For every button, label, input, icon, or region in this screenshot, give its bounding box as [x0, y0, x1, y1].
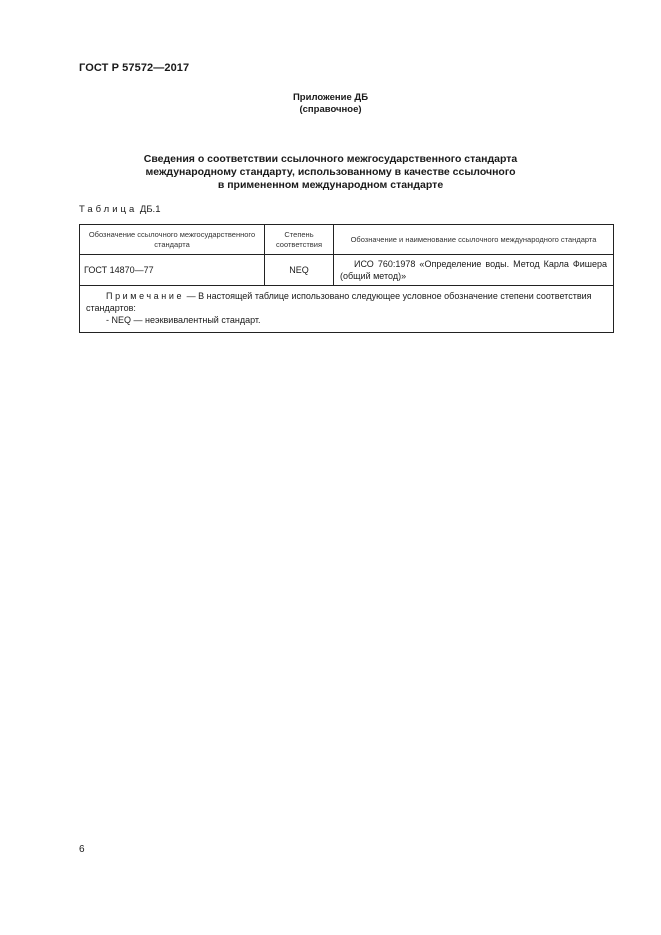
table-caption [79, 204, 160, 215]
intl-standard-text: ИСО 760:1978 «Определение воды. Метод Карла Фишера (общий метод)» [340, 259, 607, 281]
header-designation: Обозначение ссылочного межгосударственного стандарта [80, 225, 265, 255]
table-row [80, 255, 614, 286]
note-row [80, 286, 614, 333]
section-heading [100, 153, 561, 192]
cell-degree: NEQ [265, 255, 334, 286]
document-code: ГОСТ Р 57572—2017 [79, 62, 190, 74]
heading-line-3: в примененном международном стандарте [217, 179, 444, 191]
appendix-title: Приложение ДБ [292, 92, 369, 103]
table-caption-word: Таблица [79, 204, 138, 215]
page-number: 6 [79, 844, 85, 855]
heading-line-2: международному стандарту, использованному в качестве ссылочного [145, 166, 516, 178]
header-intl-standard: Обозначение и наименование ссылочного международного стандарта [334, 225, 614, 255]
table-caption-number: ДБ.1 [139, 204, 161, 215]
header-degree: Степень соответствия [265, 225, 334, 255]
note-item: - NEQ — неэквивалентный стандарт. [106, 315, 261, 325]
table-note [80, 286, 614, 333]
cell-intl-standard [334, 255, 614, 286]
note-text: — В настоящей таблице использовано следующее условное обозначение степени соответствия стандартов: [86, 291, 592, 313]
appendix-subtitle: (справочное) [299, 104, 362, 115]
heading-line-1: Сведения о соответствии ссылочного межгосударственного стандарта [143, 153, 518, 165]
table-header-row [80, 225, 614, 255]
correspondence-table [79, 224, 614, 333]
note-label: Примечание [106, 291, 185, 301]
appendix-block [0, 92, 661, 116]
cell-designation: ГОСТ 14870—77 [80, 255, 265, 286]
